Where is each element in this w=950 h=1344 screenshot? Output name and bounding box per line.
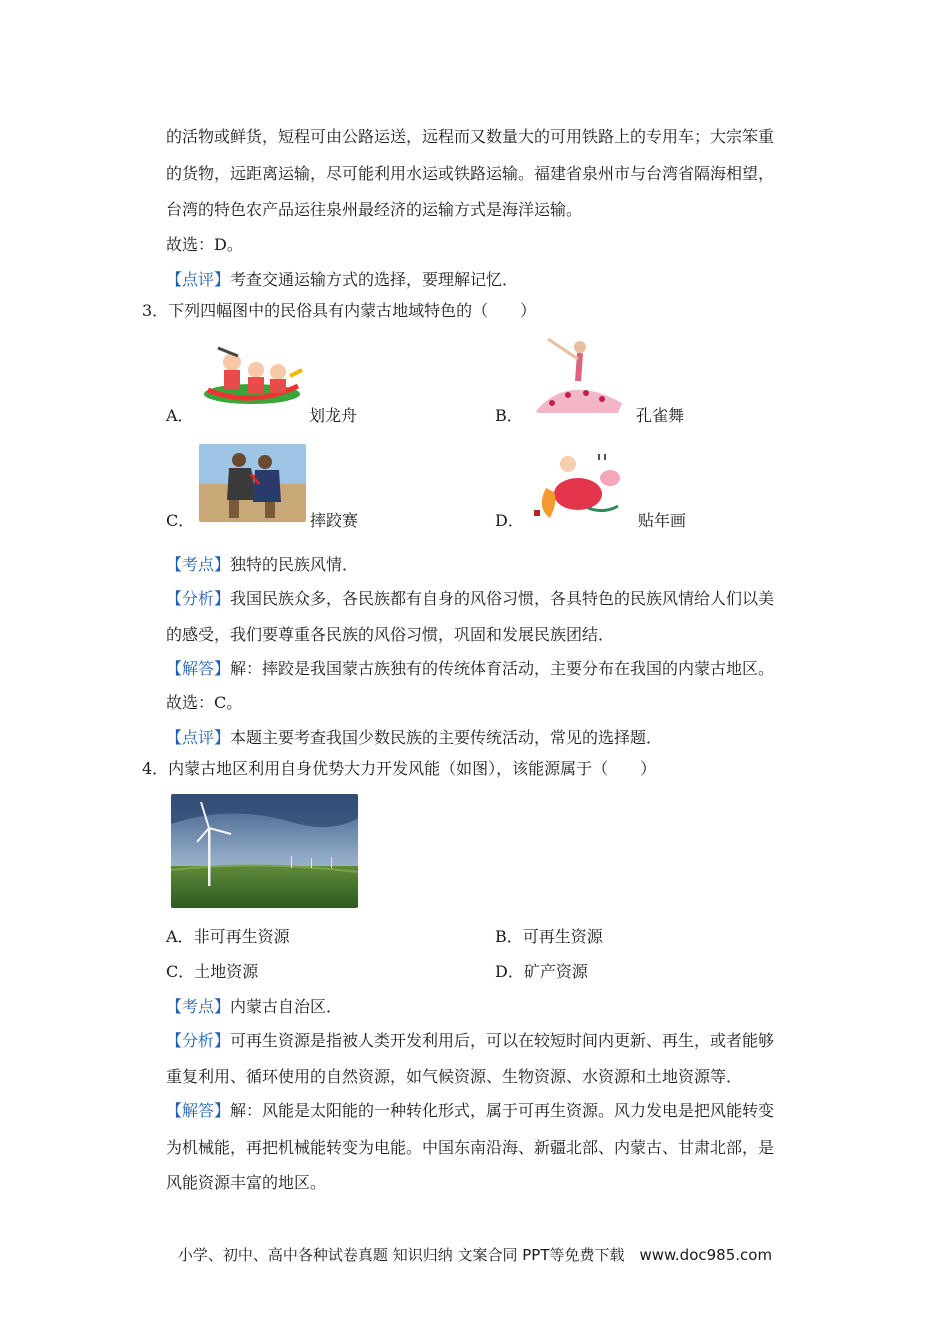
- q4-fenxi-line-2: 重复利用、循环使用的自然资源，如气候资源、生物资源、水资源和土地资源等．: [166, 1067, 743, 1086]
- q4-kaodian: [166, 996, 342, 1018]
- jieda-text: 解：摔跤是我国蒙古族独有的传统体育活动，主要分布在我国的内蒙古地区。: [230, 659, 775, 678]
- q3-image-a-dragon-boat: [198, 340, 306, 416]
- q3-option-a-letter: A．: [166, 406, 194, 425]
- q4-option-a: [166, 926, 290, 948]
- q3-fenxi-line-2: 的感受，我们要尊重各民族的风俗习惯，巩固和发展民族团结．: [166, 625, 615, 644]
- q4-option-d-letter: D．: [495, 962, 524, 981]
- comment-tag: 【点评】: [166, 728, 231, 747]
- q4-stem: 4．内蒙古地区利用自身优势大力开发风能（如图），该能源属于（ ）: [142, 759, 657, 778]
- prev-text-line-2: 的货物，远距离运输，尽可能利用水运或铁路运输。福建省泉州市与台湾省隔海相望，: [166, 164, 775, 183]
- q3-comment: [166, 727, 662, 749]
- prev-text-line-3: 台湾的特色农产品运往泉州最经济的运输方式是海洋运输。: [166, 200, 583, 219]
- q3-option-c-text: 摔跤赛: [310, 511, 359, 530]
- kaodian-text: 内蒙古自治区．: [230, 997, 343, 1016]
- q4-option-b-letter: B．: [495, 927, 523, 946]
- q3-option-a-text: 划龙舟: [309, 406, 358, 425]
- q4-jieda-line-3: 风能资源丰富的地区。: [166, 1173, 327, 1192]
- q4-option-c-text: 土地资源: [194, 962, 259, 981]
- q3-option-d-letter: D．: [495, 511, 524, 530]
- q3-image-c-wrestling: [199, 444, 306, 522]
- kaodian-tag: 【考点】: [166, 997, 231, 1016]
- comment-tag: 【点评】: [166, 270, 231, 289]
- fenxi-tag: 【分析】: [166, 1031, 231, 1050]
- q3-option-b-text: 孔雀舞: [636, 406, 685, 425]
- jieda-tag: 【解答】: [166, 659, 231, 678]
- q3-stem: 3．下列四幅图中的民俗具有内蒙古地域特色的（ ）: [142, 301, 537, 320]
- q4-image-wind-turbine: [171, 794, 358, 908]
- comment-text: 考查交通运输方式的选择，要理解记忆．: [230, 270, 519, 289]
- q4-fenxi-line-1: [166, 1030, 774, 1052]
- q4-option-a-letter: A．: [166, 927, 194, 946]
- q4-option-d: [495, 961, 588, 983]
- q3-fenxi-line-1: [166, 588, 774, 610]
- prev-answer: 故选：D。: [166, 235, 243, 254]
- q4-option-c-letter: C．: [166, 962, 195, 981]
- q3-image-b-peacock-dance: [528, 333, 626, 415]
- q3-kaodian: [166, 554, 358, 576]
- jieda-tag: 【解答】: [166, 1101, 231, 1120]
- q4-option-c: [166, 961, 258, 983]
- fenxi-tag: 【分析】: [166, 589, 231, 608]
- q3-option-c-letter: C．: [166, 511, 195, 530]
- q4-option-d-text: 矿产资源: [523, 962, 588, 981]
- q4-option-a-text: 非可再生资源: [193, 927, 290, 946]
- q3-jieda: [166, 658, 774, 680]
- q3-option-d-text: 贴年画: [638, 511, 687, 530]
- prev-comment: [166, 269, 518, 291]
- prev-text-line-1: 的活物或鲜货，短程可由公路运送，远程而又数量大的可用铁路上的专用车；大宗笨重: [166, 127, 775, 146]
- q4-option-b: [495, 926, 603, 948]
- page-footer: 小学、初中、高中各种试卷真题 知识归纳 文案合同 PPT等免费下载 www.doc985.com: [177, 1246, 773, 1264]
- comment-text: 本题主要考查我国少数民族的主要传统活动，常见的选择题．: [230, 728, 663, 747]
- q3-image-d-new-year-painting: [528, 448, 628, 524]
- q3-option-b-letter: B．: [495, 406, 523, 425]
- fenxi-text: 可再生资源是指被人类开发利用后，可以在较短时间内更新、再生，或者能够: [230, 1031, 775, 1050]
- q4-jieda-line-1: [166, 1100, 774, 1122]
- kaodian-text: 独特的民族风情．: [230, 555, 359, 574]
- q3-answer: 故选：C。: [166, 693, 243, 712]
- q4-option-b-text: 可再生资源: [522, 927, 603, 946]
- jieda-text: 解：风能是太阳能的一种转化形式，属于可再生资源。风力发电是把风能转变: [230, 1101, 775, 1120]
- q4-jieda-line-2: 为机械能，再把机械能转变为电能。中国东南沿海、新疆北部、内蒙古、甘肃北部，是: [166, 1138, 775, 1157]
- kaodian-tag: 【考点】: [166, 555, 231, 574]
- fenxi-text: 我国民族众多，各民族都有自身的风俗习惯，各具特色的民族风情给人们以美: [230, 589, 775, 608]
